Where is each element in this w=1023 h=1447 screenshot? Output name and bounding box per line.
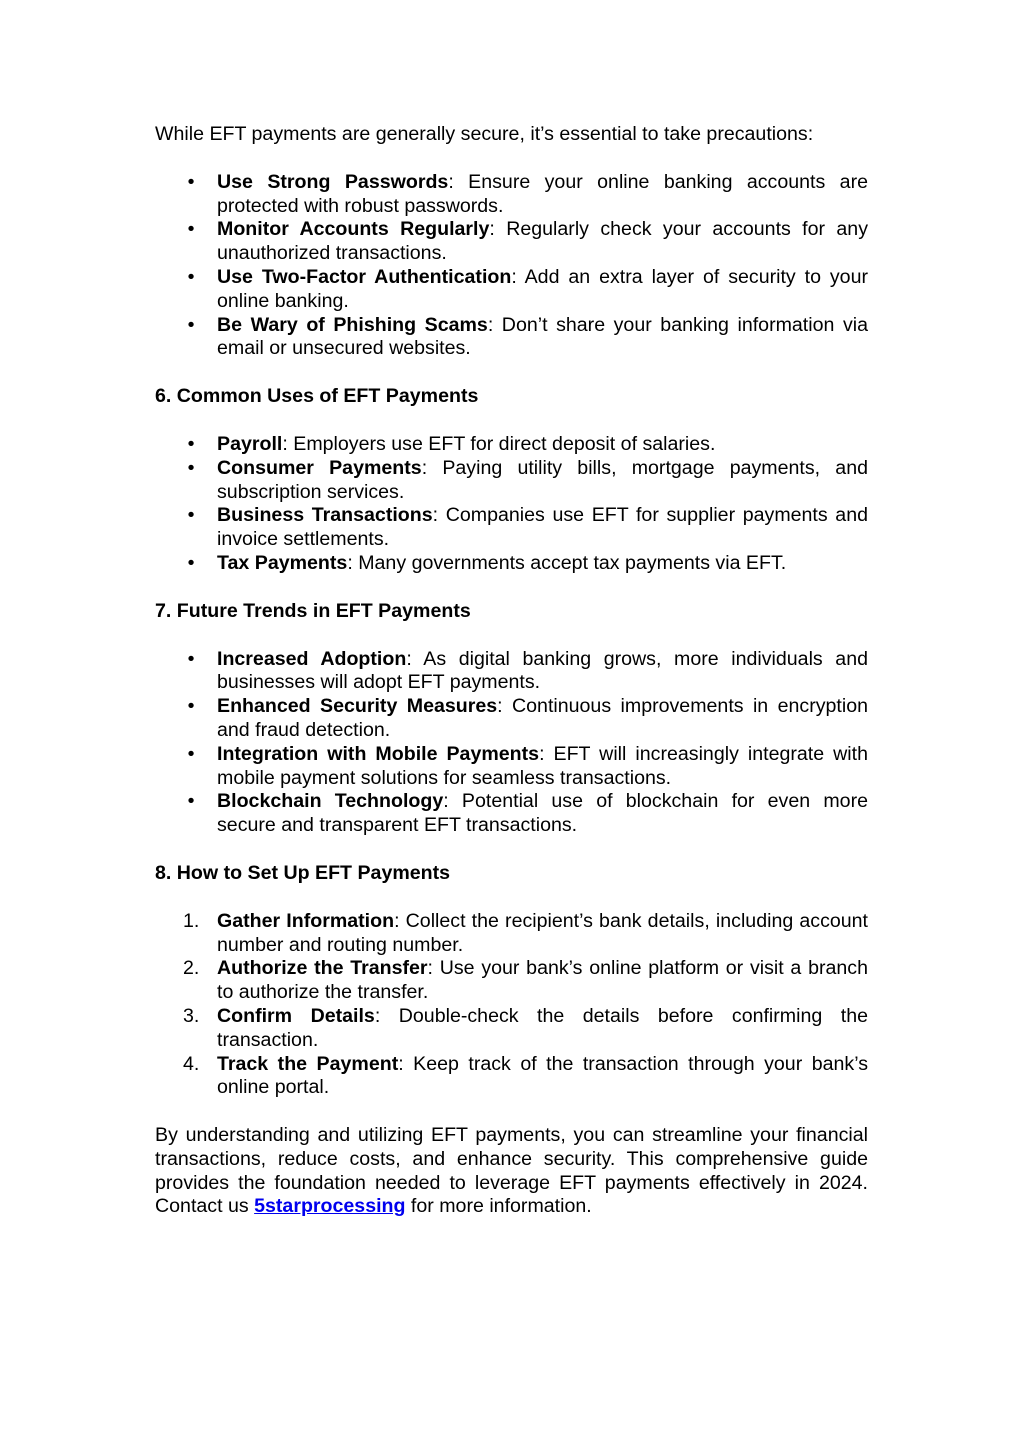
section-heading-setup: 8. How to Set Up EFT Payments <box>155 861 451 884</box>
list-item <box>155 957 868 1005</box>
bullet-icon: • <box>187 742 195 765</box>
closing-text: By understanding and utilizing EFT payments, you can streamline your financial transactions, reduce costs, and enhance security. This comprehensive guide provides the foundation needed to leverage EFT payments effectively in 2024. Contact us <box>155 1124 868 1218</box>
bullet-icon: • <box>187 170 195 193</box>
list-item <box>155 790 868 838</box>
item-description: : Paying utility bills, mortgage payments, and subscription services. <box>217 456 868 503</box>
item-description: : Double-check the details before confirming the transaction. <box>217 1004 868 1051</box>
closing-text-end: for more information. <box>405 1195 592 1218</box>
item-description: : Collect the recipient’s bank details, including account number and routing number. <box>217 909 869 956</box>
bullet-icon: • <box>187 790 195 813</box>
document-page <box>155 123 868 1219</box>
list-item <box>155 171 868 219</box>
item-term: Enhanced Security Measures <box>217 695 498 718</box>
item-description: : Add an extra layer of security to your online banking. <box>217 265 868 312</box>
bullet-icon: • <box>187 313 195 336</box>
item-description: : Many governments accept tax payments via EFT. <box>347 551 787 574</box>
item-term: Be Wary of Phishing Scams <box>217 313 488 336</box>
step-number: 4. <box>183 1052 200 1075</box>
list-item <box>155 218 868 266</box>
item-description: : Continuous improvements in encryption and fraud detection. <box>217 695 868 741</box>
common-uses-list <box>155 433 868 576</box>
bullet-icon: • <box>187 432 195 455</box>
item-description: : Use your bank’s online platform or visit a branch to authorize the transfer. <box>217 957 868 1004</box>
item-description: : Ensure your online banking accounts are protected with robust passwords. <box>217 170 868 217</box>
bullet-icon: • <box>187 551 195 574</box>
bullet-icon: • <box>187 456 195 479</box>
item-description: : EFT will increasingly integrate with mobile payment solutions for seamless transactions. <box>217 742 868 789</box>
item-description: : Regularly check your accounts for any unauthorized transactions. <box>217 218 869 265</box>
list-item <box>155 1053 868 1101</box>
setup-steps-list <box>155 910 868 1100</box>
precautions-list <box>155 171 868 361</box>
item-term: Consumer Payments <box>217 456 422 479</box>
step-number: 3. <box>183 1004 200 1027</box>
item-term: Monitor Accounts Regularly <box>217 218 490 241</box>
item-description: : Don’t share your banking information via email or unsecured websites. <box>217 313 868 360</box>
intro-paragraph: While EFT payments are generally secure, it’s essential to take precautions: <box>155 123 814 145</box>
list-item <box>155 743 868 791</box>
list-item <box>155 1005 868 1053</box>
step-number: 1. <box>183 909 200 932</box>
bullet-icon: • <box>187 218 195 241</box>
item-description: : Keep track of the transaction through your bank’s online portal. <box>217 1052 868 1099</box>
item-term: Confirm Details <box>217 1004 375 1027</box>
item-term: Authorize the Transfer <box>217 957 428 980</box>
list-item <box>155 695 868 743</box>
item-term: Use Strong Passwords <box>217 170 449 193</box>
bullet-icon: • <box>187 504 195 527</box>
bullet-icon: • <box>187 265 195 288</box>
list-item <box>155 433 868 457</box>
list-item <box>155 910 868 958</box>
5starprocessing-link[interactable]: 5starprocessing <box>254 1195 406 1218</box>
item-term: Increased Adoption <box>217 647 407 670</box>
item-description: : Companies use EFT for supplier payments and invoice settlements. <box>217 504 869 551</box>
item-term: Blockchain Technology <box>217 790 444 813</box>
item-term: Integration with Mobile Payments <box>217 742 540 765</box>
item-term: Payroll <box>217 432 283 455</box>
item-term: Track the Payment <box>217 1052 399 1075</box>
section-heading-future-trends: 7. Future Trends in EFT Payments <box>155 599 471 622</box>
item-term: Tax Payments <box>217 551 348 574</box>
item-term: Business Transactions <box>217 504 433 527</box>
item-term: Use Two-Factor Authentication <box>217 265 512 288</box>
bullet-icon: • <box>187 647 195 670</box>
bullet-icon: • <box>187 695 195 718</box>
list-item <box>155 504 868 552</box>
list-item <box>155 266 868 314</box>
closing-paragraph <box>155 1124 868 1219</box>
step-number: 2. <box>183 957 200 980</box>
list-item <box>155 314 868 362</box>
item-description: : Potential use of blockchain for even more secure and transparent EFT transactions. <box>217 790 869 837</box>
list-item <box>155 552 868 576</box>
item-description: : Employers use EFT for direct deposit of salaries. <box>282 432 716 455</box>
future-trends-list <box>155 648 868 838</box>
item-term: Gather Information <box>217 909 395 932</box>
section-heading-common-uses: 6. Common Uses of EFT Payments <box>155 385 479 408</box>
item-description: : As digital banking grows, more individuals and businesses will adopt EFT payments. <box>217 647 868 694</box>
list-item <box>155 648 868 696</box>
list-item <box>155 457 868 505</box>
